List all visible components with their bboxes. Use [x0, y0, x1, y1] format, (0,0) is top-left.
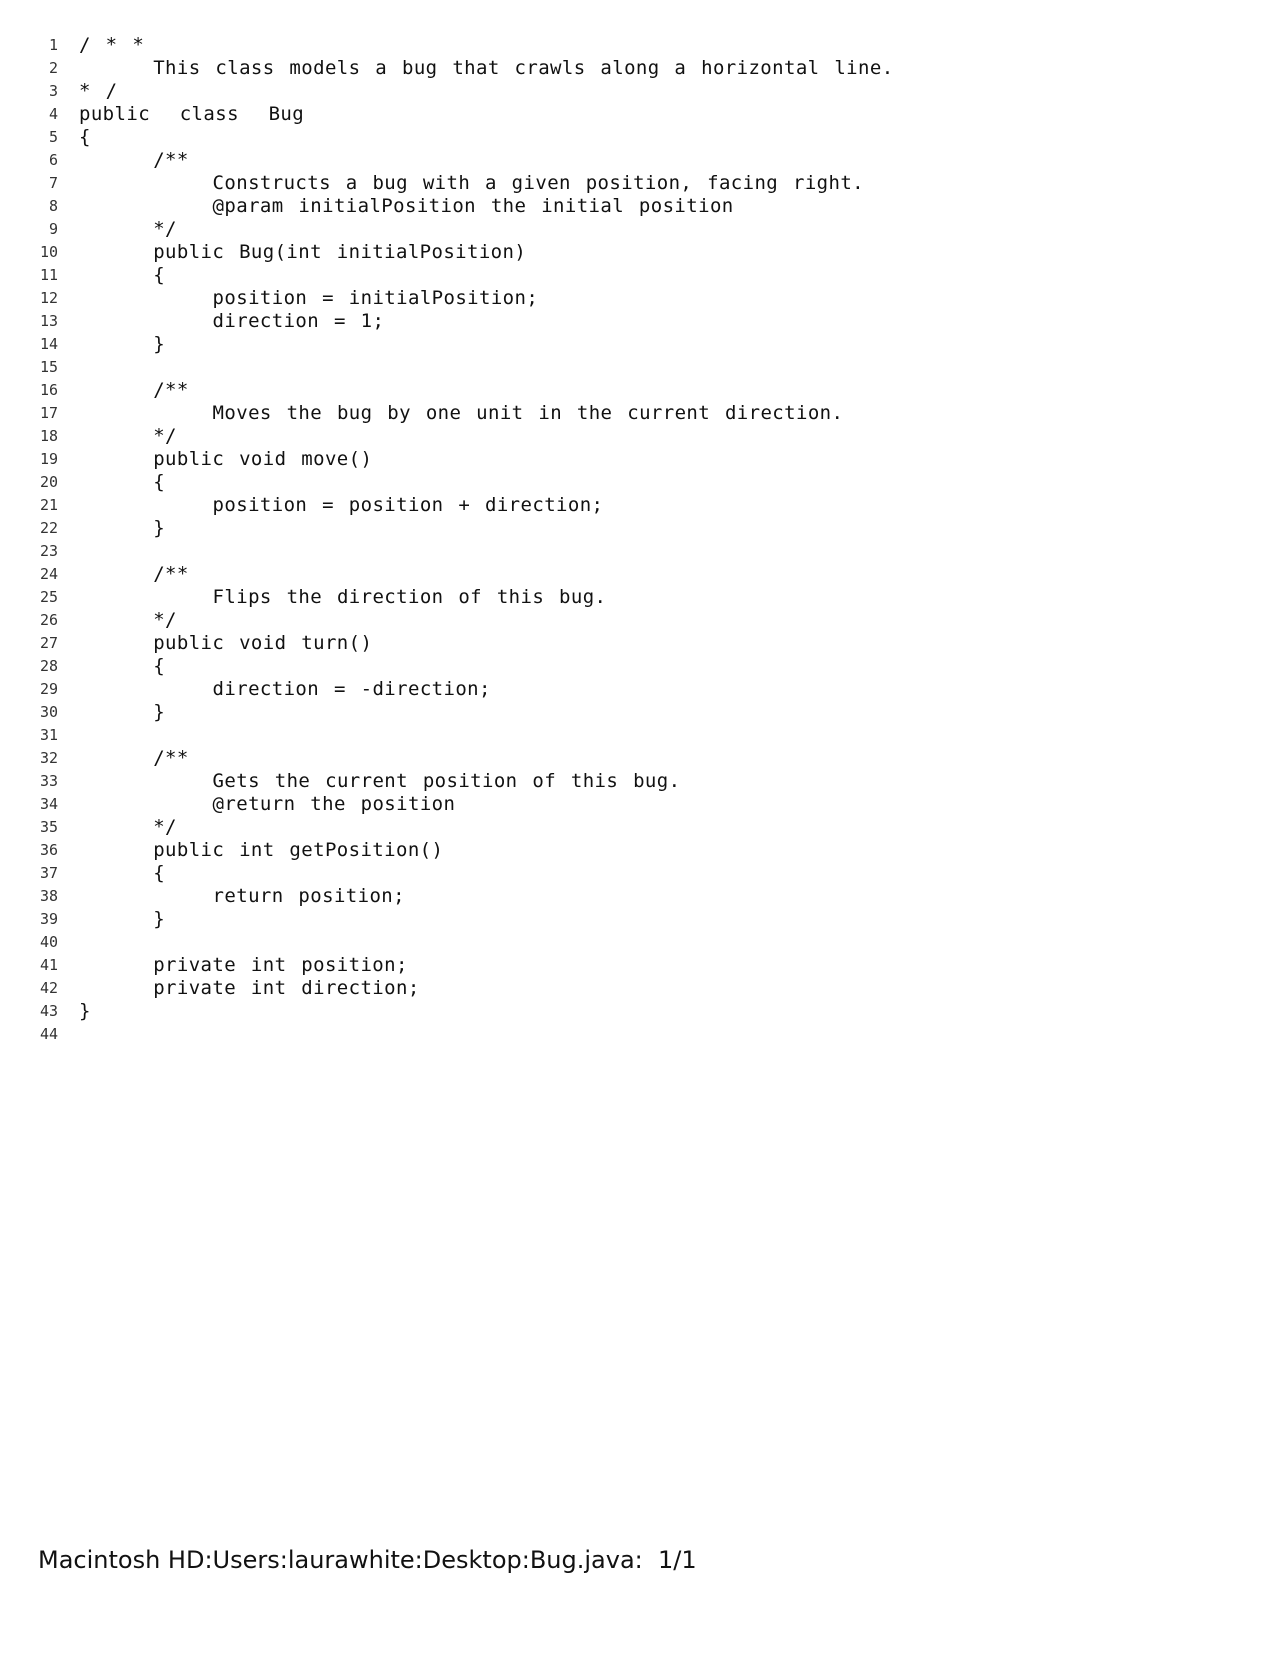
code-line: [0, 379, 1280, 402]
line-text: }: [79, 517, 166, 539]
line-number: 41: [39, 956, 58, 974]
code-line: [0, 80, 1280, 103]
line-text: /**: [79, 379, 189, 401]
line-text: */: [79, 425, 177, 447]
code-line: [0, 195, 1280, 218]
line-number: 22: [39, 519, 58, 537]
code-line: [0, 103, 1280, 126]
line-text: {: [79, 471, 166, 493]
code-line: [0, 1023, 1280, 1046]
code-line: [0, 494, 1280, 517]
line-text: public void turn(): [79, 632, 373, 654]
code-line: [0, 816, 1280, 839]
line-number: 9: [48, 220, 58, 238]
line-text: /**: [79, 747, 189, 769]
line-number: 19: [39, 450, 58, 468]
line-number: 33: [39, 772, 58, 790]
line-number: 31: [39, 726, 58, 744]
code-line: [0, 770, 1280, 793]
line-text: * /: [79, 80, 118, 102]
line-number: 26: [39, 611, 58, 629]
code-line: [0, 218, 1280, 241]
code-line: [0, 448, 1280, 471]
line-number: 14: [39, 335, 58, 353]
line-text: public class Bug: [79, 103, 305, 125]
line-text: @return the position: [79, 793, 456, 815]
line-number: 34: [39, 795, 58, 813]
line-text: Gets the current position of this bug.: [79, 770, 681, 792]
line-number: 42: [39, 979, 58, 997]
line-text: {: [79, 655, 166, 677]
line-number: 16: [39, 381, 58, 399]
code-line: [0, 540, 1280, 563]
line-number: 38: [39, 887, 58, 905]
line-text: /**: [79, 563, 189, 585]
code-line: [0, 172, 1280, 195]
line-text: public int getPosition(): [79, 839, 444, 861]
line-number: 5: [48, 128, 58, 146]
line-number: 17: [39, 404, 58, 422]
line-number: 7: [48, 174, 58, 192]
code-line: [0, 471, 1280, 494]
line-number: 4: [48, 105, 58, 123]
code-line: [0, 632, 1280, 655]
line-number: 23: [39, 542, 58, 560]
code-line: [0, 425, 1280, 448]
code-line: [0, 931, 1280, 954]
line-text: }: [79, 333, 166, 355]
line-number: 40: [39, 933, 58, 951]
line-number: 43: [39, 1002, 58, 1020]
line-number: 2: [48, 59, 58, 77]
line-number: 35: [39, 818, 58, 836]
line-number: 18: [39, 427, 58, 445]
line-text: direction = 1;: [79, 310, 385, 332]
line-number: 29: [39, 680, 58, 698]
code-line: [0, 701, 1280, 724]
file-path: Macintosh HD:Users:laurawhite:Desktop:Bug.java:: [38, 1546, 643, 1574]
line-number: 21: [39, 496, 58, 514]
code-line: [0, 839, 1280, 862]
code-line: [0, 517, 1280, 540]
code-line: [0, 793, 1280, 816]
line-number: 8: [48, 197, 58, 215]
print-footer: [38, 1546, 697, 1574]
line-number: 11: [39, 266, 58, 284]
code-line: [0, 862, 1280, 885]
line-number: 24: [39, 565, 58, 583]
line-text: position = position + direction;: [79, 494, 604, 516]
line-text: position = initialPosition;: [79, 287, 539, 309]
code-line: [0, 1000, 1280, 1023]
line-text: Moves the bug by one unit in the current direction.: [79, 402, 844, 424]
code-line: [0, 885, 1280, 908]
line-number: 37: [39, 864, 58, 882]
code-line: [0, 241, 1280, 264]
line-text: }: [79, 701, 166, 723]
line-number: 30: [39, 703, 58, 721]
line-text: */: [79, 816, 177, 838]
line-text: public Bug(int initialPosition): [79, 241, 527, 263]
line-number: 6: [48, 151, 58, 169]
line-text: {: [79, 264, 166, 286]
code-line: [0, 655, 1280, 678]
line-text: private int direction;: [79, 977, 420, 999]
line-number: 10: [39, 243, 58, 261]
code-line: [0, 333, 1280, 356]
line-text: {: [79, 862, 166, 884]
line-number: 20: [39, 473, 58, 491]
code-line: [0, 678, 1280, 701]
code-line: [0, 724, 1280, 747]
line-number: 27: [39, 634, 58, 652]
line-text: /**: [79, 149, 189, 171]
line-number: 28: [39, 657, 58, 675]
code-listing: [0, 34, 1280, 1046]
code-line: [0, 264, 1280, 287]
code-line: [0, 149, 1280, 172]
line-text: private int position;: [79, 954, 408, 976]
code-line: [0, 57, 1280, 80]
line-text: Flips the direction of this bug.: [79, 586, 607, 608]
code-line: [0, 609, 1280, 632]
line-number: 32: [39, 749, 58, 767]
line-number: 12: [39, 289, 58, 307]
code-line: [0, 747, 1280, 770]
code-line: [0, 954, 1280, 977]
code-line: [0, 356, 1280, 379]
code-line: [0, 287, 1280, 310]
line-text: */: [79, 609, 177, 631]
line-text: direction = -direction;: [79, 678, 491, 700]
line-number: 13: [39, 312, 58, 330]
code-line: [0, 310, 1280, 333]
line-number: 25: [39, 588, 58, 606]
line-text: / * *: [79, 34, 145, 56]
line-text: }: [79, 908, 166, 930]
line-text: @param initialPosition the initial position: [79, 195, 734, 217]
code-line: [0, 977, 1280, 1000]
line-number: 36: [39, 841, 58, 859]
line-text: {: [79, 126, 91, 148]
line-number: 44: [39, 1025, 58, 1043]
line-text: Constructs a bug with a given position, facing right.: [79, 172, 865, 194]
line-number: 1: [48, 36, 58, 54]
line-number: 39: [39, 910, 58, 928]
page-indicator: 1/1: [658, 1546, 697, 1574]
code-line: [0, 908, 1280, 931]
line-text: }: [79, 1000, 91, 1022]
line-text: This class models a bug that crawls along a horizontal line.: [79, 57, 894, 79]
code-line: [0, 563, 1280, 586]
code-line: [0, 586, 1280, 609]
code-line: [0, 126, 1280, 149]
line-text: */: [79, 218, 177, 240]
code-line: [0, 34, 1280, 57]
line-number: 3: [48, 82, 58, 100]
line-text: public void move(): [79, 448, 373, 470]
line-text: return position;: [79, 885, 405, 907]
line-number: 15: [39, 358, 58, 376]
code-line: [0, 402, 1280, 425]
